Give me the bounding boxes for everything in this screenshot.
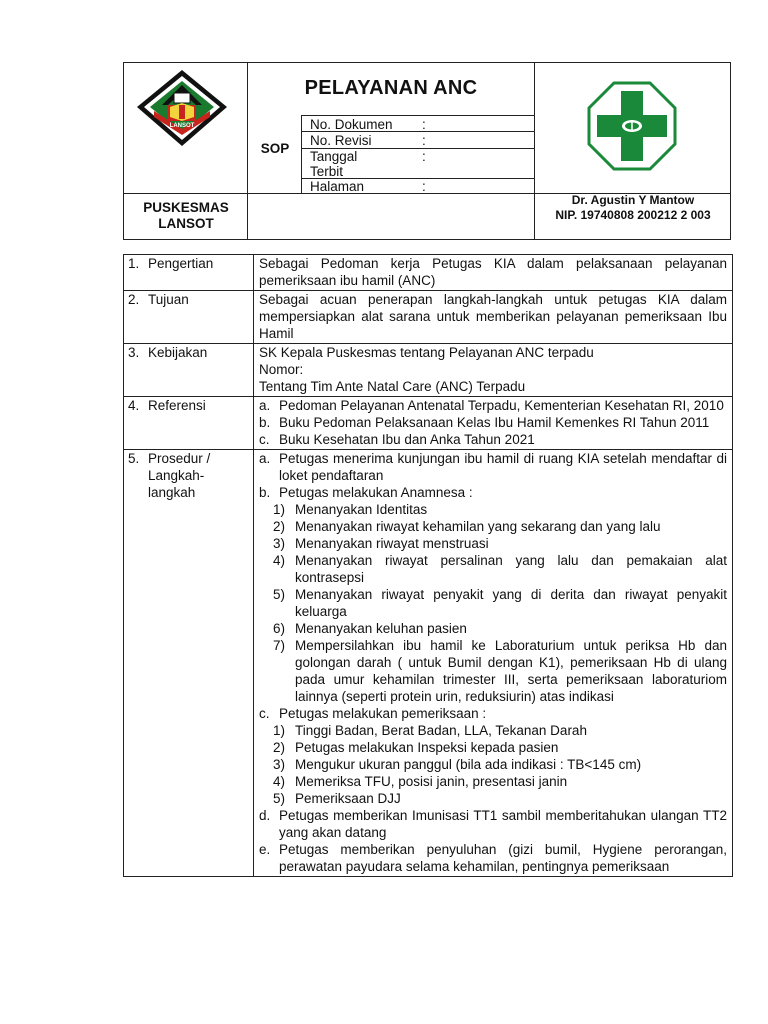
section-kebijakan-text: SK Kepala Puskesmas tentang Pelayanan ANC terpadu Nomor: Tentang Tim Ante Natal Care (ANC) Terpadu <box>254 344 733 397</box>
section-label: 5. Prosedur / Langkah- langkah <box>124 450 254 877</box>
signatory-name: Dr. Agustin Y Mantow <box>571 193 695 207</box>
meta-publish-date: Tanggal : Terbit <box>310 149 426 179</box>
table-row <box>124 397 733 450</box>
list-item: d. Petugas memberikan Imunisasi TT1 sambil memberitahukan ulangan TT2 yang akan datang <box>259 808 727 840</box>
signatory <box>535 193 731 223</box>
section-pengertian-text: Sebagai Pedoman kerja Petugas KIA dalam pelaksanaan pelayanan pemeriksaan ibu hamil (ANC) <box>254 255 733 291</box>
list-item: 2) Petugas melakukan Inspeksi kepada pasien <box>273 740 559 755</box>
page-title: PELAYANAN ANC <box>304 77 478 99</box>
table-row <box>124 255 733 291</box>
meta-revision: No. Revisi : <box>310 133 426 148</box>
list-item: c. Buku Kesehatan Ibu dan Anka Tahun 2021 <box>259 432 535 447</box>
header-divider <box>301 115 534 116</box>
section-prosedur-list <box>254 450 733 877</box>
puskesmas-cross-logo <box>587 81 677 176</box>
list-item: a. Petugas menerima kunjungan ibu hamil di ruang KIA setelah mendaftar di loket pendaftaran <box>259 451 727 483</box>
list-item: e. Petugas memberikan penyuluhan (gizi bumil, Hygiene perorangan, perawatan payudara selama kehamilan, pentingnya pemeriksaan <box>259 842 727 874</box>
list-item: 6) Menanyakan keluhan pasien <box>273 621 467 636</box>
table-row <box>124 344 733 397</box>
list-item: c. Petugas melakukan pemeriksaan : <box>259 706 487 721</box>
section-label: 3. Kebijakan <box>124 344 254 397</box>
list-item: b. Petugas melakukan Anamnesa : <box>259 485 473 500</box>
list-item: 4) Menanyakan riwayat persalinan yang lalu dan pemakaian alat kontrasepsi <box>273 553 727 585</box>
list-item: 2) Menanyakan riwayat kehamilan yang sekarang dan yang lalu <box>273 519 661 534</box>
list-item: 3) Menanyakan riwayat menstruasi <box>273 536 489 551</box>
signatory-nip: NIP. 19740808 200212 2 003 <box>555 208 711 222</box>
section-label: 2. Tujuan <box>124 291 254 344</box>
list-item: 7) Mempersilahkan ibu hamil ke Laboraturium untuk periksa Hb dan golongan darah ( untuk Bumil dengan K1), pemeriksaan Hb di ulang pada umur kehamilan trimester III, serta pemeriksaan laboraturiom lainnya (seperti protein urin, reduksiurin) atas indikasi <box>273 638 727 704</box>
list-item: a. Pedoman Pelayanan Antenatal Terpadu, Kementerian Kesehatan RI, 2010 <box>259 398 724 413</box>
table-row <box>124 291 733 344</box>
list-item: 1) Menanyakan Identitas <box>273 502 428 517</box>
list-item: 1) Tinggi Badan, Berat Badan, LLA, Tekanan Darah <box>273 723 587 738</box>
section-label: 1. Pengertian <box>124 255 254 291</box>
section-referensi-list <box>254 397 733 450</box>
regency-emblem-logo <box>134 67 230 154</box>
meta-document-number: No. Dokumen : <box>310 117 426 132</box>
meta-page: Halaman : <box>310 179 426 194</box>
list-item: 3) Mengukur ukuran panggul (bila ada indikasi : TB<145 cm) <box>273 757 642 772</box>
sop-label: SOP <box>260 141 290 156</box>
logo-lettering: LANSOT <box>169 123 195 129</box>
sop-content-table <box>123 254 733 877</box>
list-item: 5) Menanyakan riwayat penyakit yang di derita dan riwayat penyakit keluarga <box>273 587 727 619</box>
section-label: 4. Referensi <box>124 397 254 450</box>
list-item: b. Buku Pedoman Pelaksanaan Kelas Ibu Hamil Kemenkes RI Tahun 2011 <box>259 415 710 430</box>
section-tujuan-text: Sebagai acuan penerapan langkah-langkah untuk petugas KIA dalam mempersiapkan alat sarana untuk memberikan pelayanan pemeriksaan Ibu Hamil <box>254 291 733 344</box>
organization-name: PUSKESMAS LANSOT <box>143 200 229 231</box>
list-item: 5) Pemeriksaan DJJ <box>273 791 401 806</box>
document-header <box>123 62 731 240</box>
table-row <box>124 450 733 877</box>
list-item: 4) Memeriksa TFU, posisi janin, presentasi janin <box>273 774 568 789</box>
